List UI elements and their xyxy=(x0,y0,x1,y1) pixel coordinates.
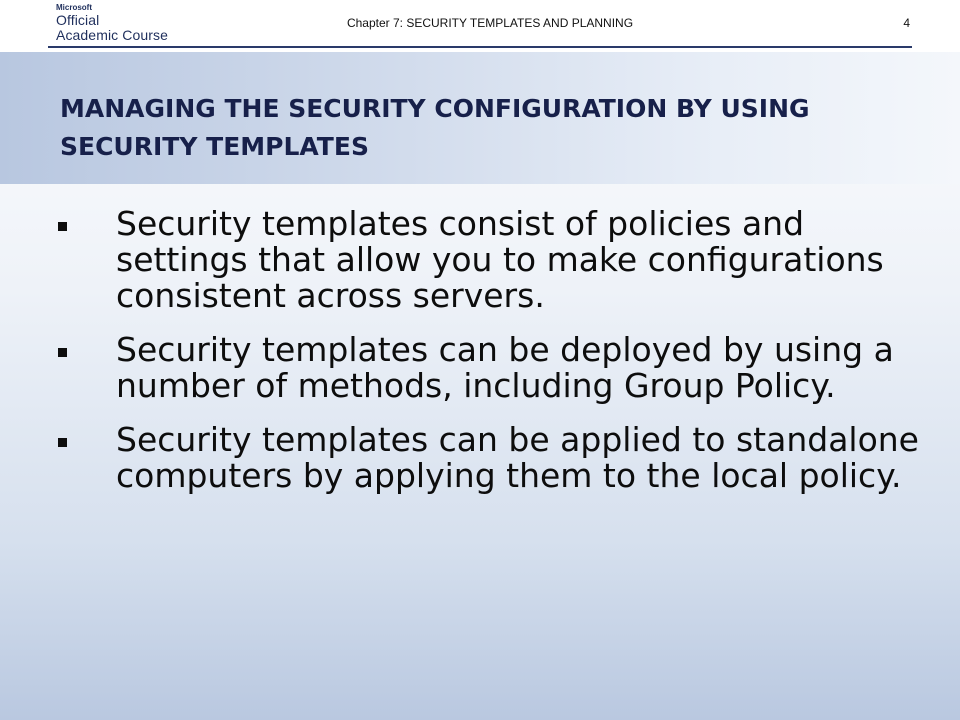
bullet-item xyxy=(56,422,936,494)
chapter-title: Chapter 7: SECURITY TEMPLATES AND PLANNING xyxy=(346,16,634,30)
bullet-item xyxy=(56,332,936,404)
bullet-text: Security templates can be applied to standalone computers by applying them to the local policy. xyxy=(116,420,919,495)
logo-line-1: Official xyxy=(56,12,100,28)
logo-line-2: Academic Course xyxy=(56,27,168,43)
microsoft-official-academic-course-logo xyxy=(56,4,168,42)
square-bullet-icon xyxy=(58,438,67,447)
page-number: 4 xyxy=(903,16,910,30)
square-bullet-icon xyxy=(58,348,67,357)
logo-brand: Microsoft xyxy=(56,3,92,12)
square-bullet-icon xyxy=(58,222,67,231)
bullet-text: Security templates can be deployed by using a number of methods, including Group Policy. xyxy=(116,330,894,405)
bullet-item xyxy=(56,206,936,314)
header-divider xyxy=(48,46,912,48)
slide-title: MANAGING THE SECURITY CONFIGURATION BY USING SECURITY TEMPLATES xyxy=(60,94,810,161)
bullet-list xyxy=(56,206,936,512)
bullet-text: Security templates consist of policies and settings that allow you to make configurations consistent across servers. xyxy=(116,204,884,315)
